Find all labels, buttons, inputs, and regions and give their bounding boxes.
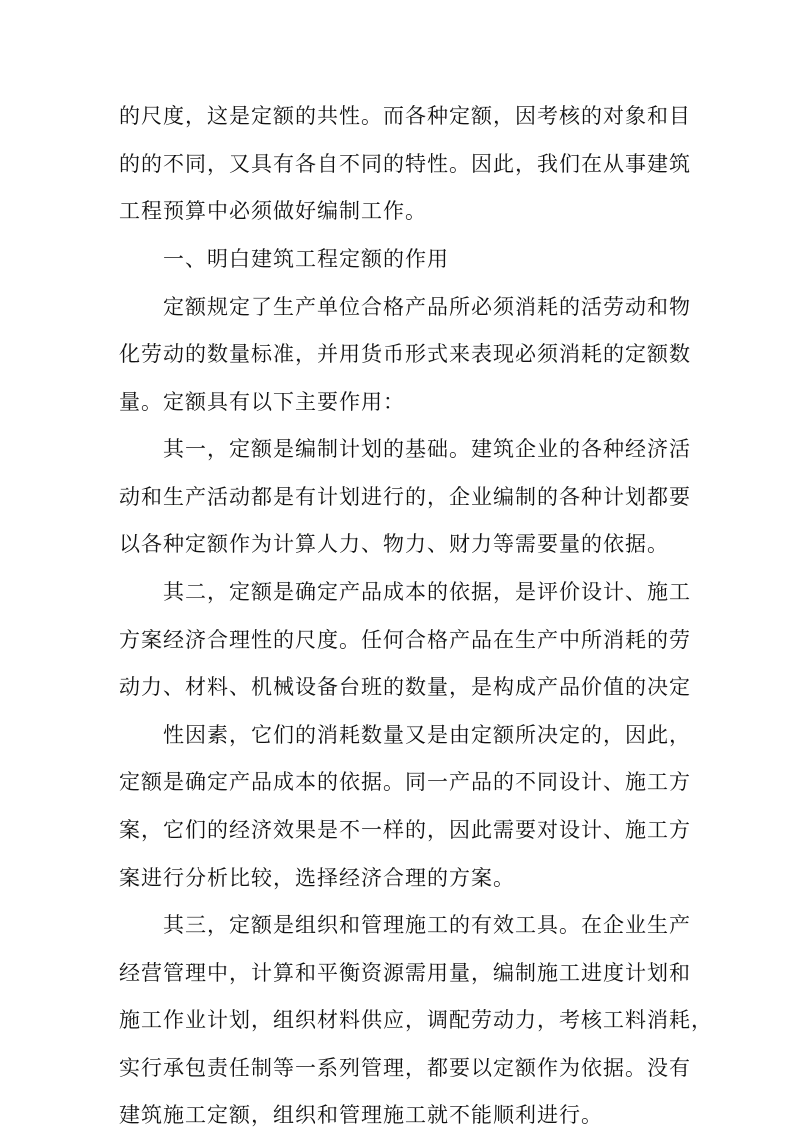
- text-line: 的的不同，又具有各自不同的特性。因此，我们在从事建筑: [119, 152, 691, 176]
- text-line: 动和生产活动都是有计划进行的，企业编制的各种计划都要: [119, 485, 691, 509]
- text-line: 实行承包责任制等一系列管理，都要以定额作为依据。没有: [119, 1056, 691, 1080]
- text-line: 定额是确定产品成本的依据。同一产品的不同设计、施工方: [119, 770, 691, 794]
- text-line: 动力、材料、机械设备台班的数量，是构成产品价值的决定: [119, 675, 691, 699]
- text-line: 案，它们的经济效果是不一样的，因此需要对设计、施工方: [119, 818, 691, 842]
- text-line: 其二，定额是确定产品成本的依据，是评价设计、施工: [163, 580, 691, 604]
- text-line: 案进行分析比较，选择经济合理的方案。: [119, 866, 515, 890]
- text-line: 工程预算中必须做好编制工作。: [119, 199, 427, 223]
- text-line: 化劳动的数量标准，并用货币形式来表现必须消耗的定额数: [119, 342, 691, 366]
- text-line: 经营管理中，计算和平衡资源需用量，编制施工进度计划和: [119, 961, 691, 985]
- text-line: 建筑施工定额，组织和管理施工就不能顺利进行。: [119, 1103, 603, 1127]
- text-line: 施工作业计划，组织材料供应，调配劳动力，考核工料消耗，: [119, 1008, 713, 1032]
- text-line: 性因素，它们的消耗数量又是由定额所决定的，因此，: [163, 723, 691, 747]
- text-line: 定额规定了生产单位合格产品所必须消耗的活劳动和物: [163, 295, 691, 319]
- section-heading: 一、明白建筑工程定额的作用: [163, 247, 449, 271]
- text-line: 其三，定额是组织和管理施工的有效工具。在企业生产: [163, 913, 691, 937]
- text-line: 量。定额具有以下主要作用：: [119, 390, 405, 414]
- text-line: 以各种定额作为计算人力、物力、财力等需要量的依据。: [119, 532, 669, 556]
- text-line: 其一，定额是编制计划的基础。建筑企业的各种经济活: [163, 437, 691, 461]
- text-line: 的尺度，这是定额的共性。而各种定额，因考核的对象和目: [119, 104, 691, 128]
- text-line: 方案经济合理性的尺度。任何合格产品在生产中所消耗的劳: [119, 628, 691, 652]
